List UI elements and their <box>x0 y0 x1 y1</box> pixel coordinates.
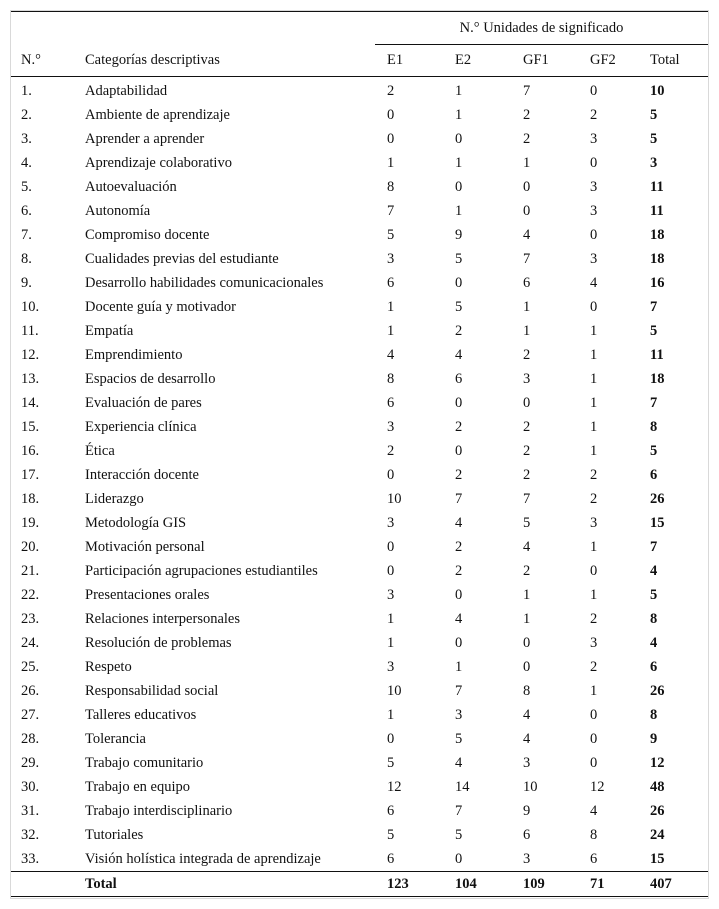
row-e1: 0 <box>387 730 395 747</box>
row-gf2: 0 <box>590 154 598 171</box>
row-number: 27. <box>21 706 40 723</box>
row-e2: 1 <box>455 106 463 123</box>
row-gf1: 2 <box>523 466 531 483</box>
row-category: Compromiso docente <box>85 226 210 243</box>
row-gf1: 4 <box>523 538 531 555</box>
row-gf1: 6 <box>523 274 531 291</box>
row-gf1: 8 <box>523 682 531 699</box>
row-number: 21. <box>21 562 40 579</box>
grand-total: 407 <box>650 872 708 897</box>
table-row <box>11 847 708 872</box>
row-gf2: 1 <box>590 682 598 699</box>
row-gf2: 1 <box>590 346 598 363</box>
row-total: 5 <box>650 106 658 123</box>
row-total: 7 <box>650 538 658 555</box>
row-category: Empatía <box>85 322 134 339</box>
row-gf1: 9 <box>523 802 531 819</box>
row-e2: 5 <box>455 298 463 315</box>
table-row <box>11 487 708 511</box>
row-e2: 1 <box>455 82 463 99</box>
table-row <box>11 535 708 559</box>
row-e1: 0 <box>387 538 395 555</box>
row-e1: 1 <box>387 706 395 723</box>
row-gf1: 4 <box>523 226 531 243</box>
row-number: 25. <box>21 658 40 675</box>
table-row <box>11 247 708 271</box>
row-e1: 4 <box>387 346 395 363</box>
row-e2: 0 <box>455 274 463 291</box>
row-total: 3 <box>650 154 658 171</box>
row-gf1: 1 <box>523 322 531 339</box>
row-number: 19. <box>21 514 40 531</box>
col-header-total: Total <box>650 45 708 77</box>
row-category: Trabajo interdisciplinario <box>85 802 233 819</box>
row-category: Ética <box>85 442 115 459</box>
row-number: 8. <box>21 250 32 267</box>
row-total: 6 <box>650 658 658 675</box>
row-number: 28. <box>21 730 40 747</box>
table-row <box>11 631 708 655</box>
row-total: 12 <box>650 754 665 771</box>
group-header: N.° Unidades de significado <box>375 12 708 45</box>
row-category: Cualidades previas del estudiante <box>85 250 279 267</box>
row-e1: 1 <box>387 634 395 651</box>
row-number: 4. <box>21 154 32 171</box>
row-gf2: 0 <box>590 562 598 579</box>
row-total: 7 <box>650 394 658 411</box>
row-gf2: 0 <box>590 706 598 723</box>
row-total: 8 <box>650 706 658 723</box>
row-gf2: 3 <box>590 514 598 531</box>
row-e2: 9 <box>455 226 463 243</box>
row-gf1: 2 <box>523 346 531 363</box>
row-e1: 1 <box>387 322 395 339</box>
table-row <box>11 583 708 607</box>
row-e2: 4 <box>455 610 463 627</box>
row-category: Autonomía <box>85 202 151 219</box>
row-number: 32. <box>21 826 40 843</box>
row-total: 18 <box>650 250 665 267</box>
row-gf1: 0 <box>523 178 531 195</box>
table-row <box>11 343 708 367</box>
row-gf1: 7 <box>523 250 531 267</box>
row-gf2: 6 <box>590 850 598 867</box>
row-gf1: 10 <box>523 778 538 795</box>
table-row <box>11 391 708 415</box>
row-total: 15 <box>650 850 665 867</box>
row-gf1: 2 <box>523 418 531 435</box>
row-total: 4 <box>650 634 658 651</box>
row-gf1: 0 <box>523 634 531 651</box>
table-row <box>11 679 708 703</box>
row-e2: 7 <box>455 490 463 507</box>
row-category: Aprender a aprender <box>85 130 205 147</box>
row-gf1: 3 <box>523 850 531 867</box>
row-e2: 0 <box>455 178 463 195</box>
row-e2: 1 <box>455 154 463 171</box>
row-gf1: 2 <box>523 442 531 459</box>
row-gf2: 1 <box>590 586 598 603</box>
row-category: Adaptabilidad <box>85 82 168 99</box>
row-number: 20. <box>21 538 40 555</box>
row-gf2: 1 <box>590 394 598 411</box>
table-row <box>11 655 708 679</box>
row-e1: 5 <box>387 826 395 843</box>
row-category: Interacción docente <box>85 466 199 483</box>
row-e2: 1 <box>455 658 463 675</box>
row-total: 5 <box>650 442 658 459</box>
row-gf2: 0 <box>590 82 598 99</box>
total-gf2: 71 <box>590 872 650 897</box>
row-gf1: 2 <box>523 106 531 123</box>
row-e2: 4 <box>455 346 463 363</box>
row-total: 8 <box>650 610 658 627</box>
row-e2: 0 <box>455 634 463 651</box>
total-e2: 104 <box>455 872 523 897</box>
row-gf1: 3 <box>523 754 531 771</box>
row-number: 31. <box>21 802 40 819</box>
row-e1: 8 <box>387 178 395 195</box>
row-e1: 3 <box>387 658 395 675</box>
row-number: 17. <box>21 466 40 483</box>
table-row <box>11 823 708 847</box>
row-gf2: 3 <box>590 202 598 219</box>
row-gf2: 8 <box>590 826 598 843</box>
row-total: 18 <box>650 226 665 243</box>
row-number: 7. <box>21 226 32 243</box>
table-row <box>11 607 708 631</box>
row-number: 14. <box>21 394 40 411</box>
row-number: 16. <box>21 442 40 459</box>
row-gf2: 1 <box>590 370 598 387</box>
table-row <box>11 223 708 247</box>
row-gf2: 2 <box>590 658 598 675</box>
row-number: 33. <box>21 850 40 867</box>
row-category: Visión holística integrada de aprendizaje <box>85 850 321 867</box>
row-e2: 0 <box>455 130 463 147</box>
group-header-row <box>11 12 708 45</box>
row-gf1: 4 <box>523 706 531 723</box>
row-e1: 3 <box>387 418 395 435</box>
row-gf2: 0 <box>590 754 598 771</box>
col-header-gf2: GF2 <box>590 45 650 77</box>
row-gf1: 1 <box>523 586 531 603</box>
row-gf2: 0 <box>590 226 598 243</box>
row-e1: 10 <box>387 682 402 699</box>
row-number: 6. <box>21 202 32 219</box>
row-e1: 10 <box>387 490 402 507</box>
col-header-e1: E1 <box>375 45 455 77</box>
row-category: Experiencia clínica <box>85 418 197 435</box>
row-e2: 14 <box>455 778 470 795</box>
row-gf2: 1 <box>590 322 598 339</box>
row-e1: 0 <box>387 466 395 483</box>
row-total: 24 <box>650 826 665 843</box>
row-number: 10. <box>21 298 40 315</box>
table-row <box>11 271 708 295</box>
table-row <box>11 175 708 199</box>
row-total: 10 <box>650 82 665 99</box>
totals-row <box>11 872 708 897</box>
row-category: Espacios de desarrollo <box>85 370 216 387</box>
row-total: 6 <box>650 466 658 483</box>
row-gf2: 2 <box>590 106 598 123</box>
row-number: 30. <box>21 778 40 795</box>
row-category: Relaciones interpersonales <box>85 610 241 627</box>
row-e1: 5 <box>387 226 395 243</box>
table-row <box>11 127 708 151</box>
row-total: 11 <box>650 202 664 219</box>
table-row <box>11 367 708 391</box>
table-row <box>11 727 708 751</box>
row-gf2: 1 <box>590 442 598 459</box>
row-number: 2. <box>21 106 32 123</box>
row-total: 11 <box>650 346 664 363</box>
row-total: 4 <box>650 562 658 579</box>
table-row <box>11 559 708 583</box>
row-e2: 0 <box>455 442 463 459</box>
row-e2: 3 <box>455 706 463 723</box>
row-e1: 6 <box>387 802 395 819</box>
row-e1: 3 <box>387 586 395 603</box>
row-e2: 0 <box>455 850 463 867</box>
row-e1: 0 <box>387 562 395 579</box>
row-total: 26 <box>650 490 665 507</box>
row-category: Talleres educativos <box>85 706 197 723</box>
row-e1: 1 <box>387 610 395 627</box>
row-category: Evaluación de pares <box>85 394 202 411</box>
row-number: 18. <box>21 490 40 507</box>
row-e2: 0 <box>455 586 463 603</box>
col-header-number: N.° <box>11 45 85 77</box>
table-row <box>11 799 708 823</box>
table-row <box>11 463 708 487</box>
row-gf2: 3 <box>590 634 598 651</box>
row-gf1: 1 <box>523 610 531 627</box>
row-gf1: 0 <box>523 394 531 411</box>
row-e2: 2 <box>455 562 463 579</box>
row-category: Liderazgo <box>85 490 144 507</box>
row-e1: 6 <box>387 274 395 291</box>
row-total: 16 <box>650 274 665 291</box>
row-e2: 2 <box>455 322 463 339</box>
row-e1: 0 <box>387 106 395 123</box>
row-number: 11. <box>21 322 39 339</box>
row-e2: 7 <box>455 682 463 699</box>
row-total: 9 <box>650 730 658 747</box>
row-gf1: 7 <box>523 490 531 507</box>
row-number: 13. <box>21 370 40 387</box>
row-total: 11 <box>650 178 664 195</box>
row-gf1: 5 <box>523 514 531 531</box>
row-e1: 1 <box>387 154 395 171</box>
row-e1: 8 <box>387 370 395 387</box>
row-e2: 0 <box>455 394 463 411</box>
row-total: 5 <box>650 586 658 603</box>
row-category: Respeto <box>85 658 132 675</box>
row-e2: 5 <box>455 826 463 843</box>
row-e1: 1 <box>387 298 395 315</box>
row-e2: 4 <box>455 754 463 771</box>
table-row <box>11 751 708 775</box>
row-gf2: 0 <box>590 298 598 315</box>
row-e2: 5 <box>455 250 463 267</box>
row-total: 26 <box>650 802 665 819</box>
row-total: 18 <box>650 370 665 387</box>
table-row <box>11 439 708 463</box>
row-number: 15. <box>21 418 40 435</box>
row-gf1: 2 <box>523 562 531 579</box>
row-category: Emprendimiento <box>85 346 183 363</box>
row-gf1: 2 <box>523 130 531 147</box>
row-e2: 5 <box>455 730 463 747</box>
row-gf2: 0 <box>590 730 598 747</box>
row-gf1: 6 <box>523 826 531 843</box>
col-header-gf1: GF1 <box>523 45 590 77</box>
row-gf2: 3 <box>590 178 598 195</box>
totals-label: Total <box>85 872 375 897</box>
row-gf2: 4 <box>590 802 598 819</box>
row-e1: 3 <box>387 250 395 267</box>
row-e1: 6 <box>387 394 395 411</box>
row-gf1: 7 <box>523 82 531 99</box>
table-row <box>11 511 708 535</box>
row-e1: 2 <box>387 442 395 459</box>
row-gf1: 1 <box>523 298 531 315</box>
table-row <box>11 77 708 104</box>
row-total: 5 <box>650 322 658 339</box>
table-body <box>11 77 708 872</box>
col-header-e2: E2 <box>455 45 523 77</box>
table-row <box>11 295 708 319</box>
row-e1: 12 <box>387 778 402 795</box>
row-number: 9. <box>21 274 32 291</box>
row-category: Metodología GIS <box>85 514 187 531</box>
row-e2: 6 <box>455 370 463 387</box>
row-category: Ambiente de aprendizaje <box>85 106 230 123</box>
row-category: Tutoriales <box>85 826 144 843</box>
row-e2: 2 <box>455 538 463 555</box>
row-gf2: 2 <box>590 610 598 627</box>
row-category: Responsabilidad social <box>85 682 219 699</box>
row-category: Presentaciones orales <box>85 586 210 603</box>
table-row <box>11 151 708 175</box>
row-number: 26. <box>21 682 40 699</box>
row-e2: 2 <box>455 466 463 483</box>
row-category: Docente guía y motivador <box>85 298 236 315</box>
table-row <box>11 103 708 127</box>
row-gf2: 1 <box>590 418 598 435</box>
row-total: 5 <box>650 130 658 147</box>
total-gf1: 109 <box>523 872 590 897</box>
data-table <box>11 11 708 897</box>
total-e1: 123 <box>375 872 455 897</box>
table-row <box>11 199 708 223</box>
row-number: 24. <box>21 634 40 651</box>
table-row <box>11 415 708 439</box>
row-number: 3. <box>21 130 32 147</box>
column-header-row <box>11 45 708 77</box>
row-category: Trabajo en equipo <box>85 778 190 795</box>
row-gf1: 4 <box>523 730 531 747</box>
row-number: 29. <box>21 754 40 771</box>
row-category: Motivación personal <box>85 538 205 555</box>
row-category: Aprendizaje colaborativo <box>85 154 232 171</box>
row-e1: 3 <box>387 514 395 531</box>
row-category: Resolución de problemas <box>85 634 232 651</box>
row-category: Participación agrupaciones estudiantiles <box>85 562 318 579</box>
row-gf2: 12 <box>590 778 605 795</box>
row-e1: 5 <box>387 754 395 771</box>
row-category: Autoevaluación <box>85 178 177 195</box>
row-e1: 0 <box>387 130 395 147</box>
row-number: 12. <box>21 346 40 363</box>
row-number: 5. <box>21 178 32 195</box>
row-number: 22. <box>21 586 40 603</box>
row-category: Trabajo comunitario <box>85 754 204 771</box>
row-gf2: 3 <box>590 130 598 147</box>
row-e1: 2 <box>387 82 395 99</box>
row-total: 8 <box>650 418 658 435</box>
row-gf2: 2 <box>590 466 598 483</box>
row-e1: 6 <box>387 850 395 867</box>
row-gf1: 3 <box>523 370 531 387</box>
row-category: Tolerancia <box>85 730 146 747</box>
row-gf2: 1 <box>590 538 598 555</box>
row-e2: 4 <box>455 514 463 531</box>
col-header-category: Categorías descriptivas <box>85 45 375 77</box>
row-e2: 7 <box>455 802 463 819</box>
table-row <box>11 775 708 799</box>
row-number: 1. <box>21 82 32 99</box>
row-category: Desarrollo habilidades comunicacionales <box>85 274 324 291</box>
row-e2: 2 <box>455 418 463 435</box>
row-e2: 1 <box>455 202 463 219</box>
table-row <box>11 319 708 343</box>
row-number: 23. <box>21 610 40 627</box>
row-gf2: 2 <box>590 490 598 507</box>
row-gf1: 0 <box>523 658 531 675</box>
row-gf1: 1 <box>523 154 531 171</box>
row-gf2: 4 <box>590 274 598 291</box>
row-total: 15 <box>650 514 665 531</box>
row-e1: 7 <box>387 202 395 219</box>
row-total: 7 <box>650 298 658 315</box>
table-row <box>11 703 708 727</box>
row-total: 48 <box>650 778 665 795</box>
row-gf2: 3 <box>590 250 598 267</box>
row-gf1: 0 <box>523 202 531 219</box>
row-total: 26 <box>650 682 665 699</box>
